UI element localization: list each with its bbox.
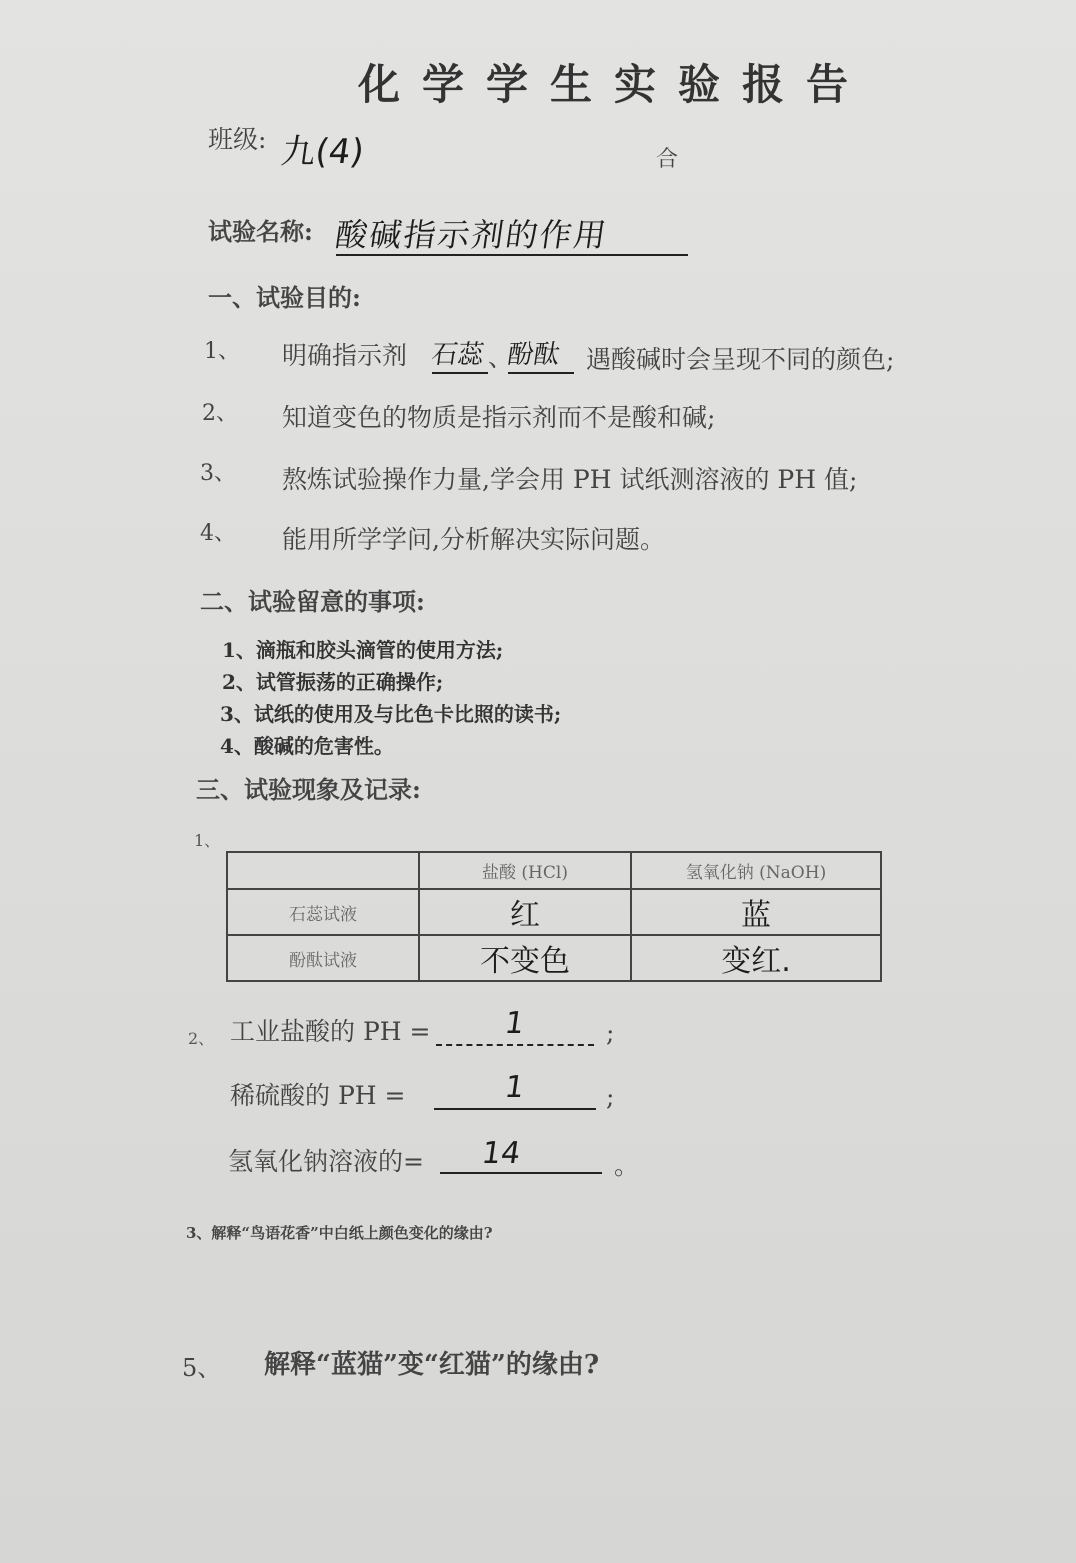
- objective-1-blank2: [505, 334, 574, 374]
- ph-value-h2so4-line: [434, 1070, 596, 1110]
- objective-1-prefix: 明确指示剂: [282, 341, 408, 370]
- experiment-value: 酸碱指示剂的作用: [333, 216, 611, 254]
- objective-3-text: 熬炼试验操作力量,学会用 PH 试纸测溶液的 PH 值;: [282, 465, 858, 494]
- objective-3-num: 3、: [200, 461, 236, 486]
- table-cell-hcl: 不变色: [419, 935, 631, 981]
- question-5-num: 5、: [182, 1354, 222, 1382]
- table-header-empty: [227, 852, 419, 889]
- objective-1-sep: 、: [488, 343, 514, 372]
- ph-end-hcl: ;: [606, 1018, 615, 1047]
- ph-label-h2so4: 稀硫酸的 PH =: [230, 1081, 406, 1110]
- class-label: 班级:: [208, 125, 267, 154]
- objective-2-num: 2、: [202, 401, 238, 426]
- class-value-wrap: [278, 124, 367, 173]
- table-row: [227, 889, 881, 935]
- table-row: [227, 935, 881, 981]
- ph-label-hcl: 工业盐酸的 PH =: [230, 1017, 431, 1046]
- report-title: 化学学生实验报告: [358, 60, 871, 109]
- section1-heading: 一、试验目的:: [208, 283, 361, 312]
- objective-1-blank2-value: 酚酞: [505, 340, 562, 370]
- table-cell-naoh: 变红.: [631, 935, 881, 981]
- table-cell-hcl: 红: [419, 889, 631, 935]
- question-5-text: 解释“蓝猫”变“红猫”的缘由?: [264, 1350, 600, 1380]
- ph-value-naoh: 14: [479, 1136, 523, 1171]
- caution-1: 1、滴瓶和胶头滴管的使用方法;: [222, 638, 504, 662]
- ph-end-h2so4: ;: [606, 1082, 615, 1111]
- table-row-label: 酚酞试液: [227, 935, 419, 981]
- ph-end-naoh: 。: [614, 1151, 640, 1180]
- record-table: [226, 851, 882, 982]
- table-row-label: 石蕊试液: [227, 889, 419, 935]
- objective-4-text: 能用所学学问,分析解决实际问题。: [282, 525, 665, 554]
- section3-heading: 三、试验现象及记录:: [196, 775, 421, 804]
- caution-4: 4、酸碱的危害性。: [220, 734, 394, 758]
- section2-heading: 二、试验留意的事项:: [200, 587, 425, 616]
- table-header-naoh: 氢氧化钠 (NaOH): [631, 852, 881, 889]
- caution-3: 3、试纸的使用及与比色卡比照的读书;: [220, 702, 562, 726]
- table-cell-naoh: 蓝: [631, 889, 881, 935]
- objective-1-blank1-value: 石蕊: [429, 340, 486, 370]
- experiment-value-line: [333, 210, 688, 256]
- class-value: 九(4): [278, 132, 367, 172]
- table-header-row: [227, 852, 881, 889]
- experiment-label: 试验名称:: [208, 217, 313, 246]
- record-item1-num: 1、: [194, 831, 221, 850]
- ph-value-hcl: 1: [502, 1006, 528, 1041]
- objective-1-blank1: [429, 334, 488, 374]
- ph-value-naoh-line: [440, 1136, 602, 1174]
- question-3: 3、解释“鸟语花香”中白纸上颜色变化的缘由?: [186, 1224, 493, 1242]
- ph-label-naoh: 氢氧化钠溶液的=: [228, 1147, 424, 1176]
- table-header-hcl: 盐酸 (HCl): [419, 852, 631, 889]
- objective-2-text: 知道变色的物质是指示剂而不是酸和碱;: [282, 403, 716, 432]
- grade-mark: 合: [656, 147, 679, 172]
- objective-4-num: 4、: [200, 521, 236, 546]
- ph-value-hcl-line: [436, 1006, 594, 1046]
- ph-value-h2so4: 1: [502, 1070, 528, 1105]
- record-item2-num: 2、: [188, 1029, 215, 1048]
- objective-1-num: 1、: [204, 339, 240, 364]
- caution-2: 2、试管振荡的正确操作;: [222, 670, 444, 694]
- objective-1-suffix: 遇酸碱时会呈现不同的颜色;: [586, 345, 895, 374]
